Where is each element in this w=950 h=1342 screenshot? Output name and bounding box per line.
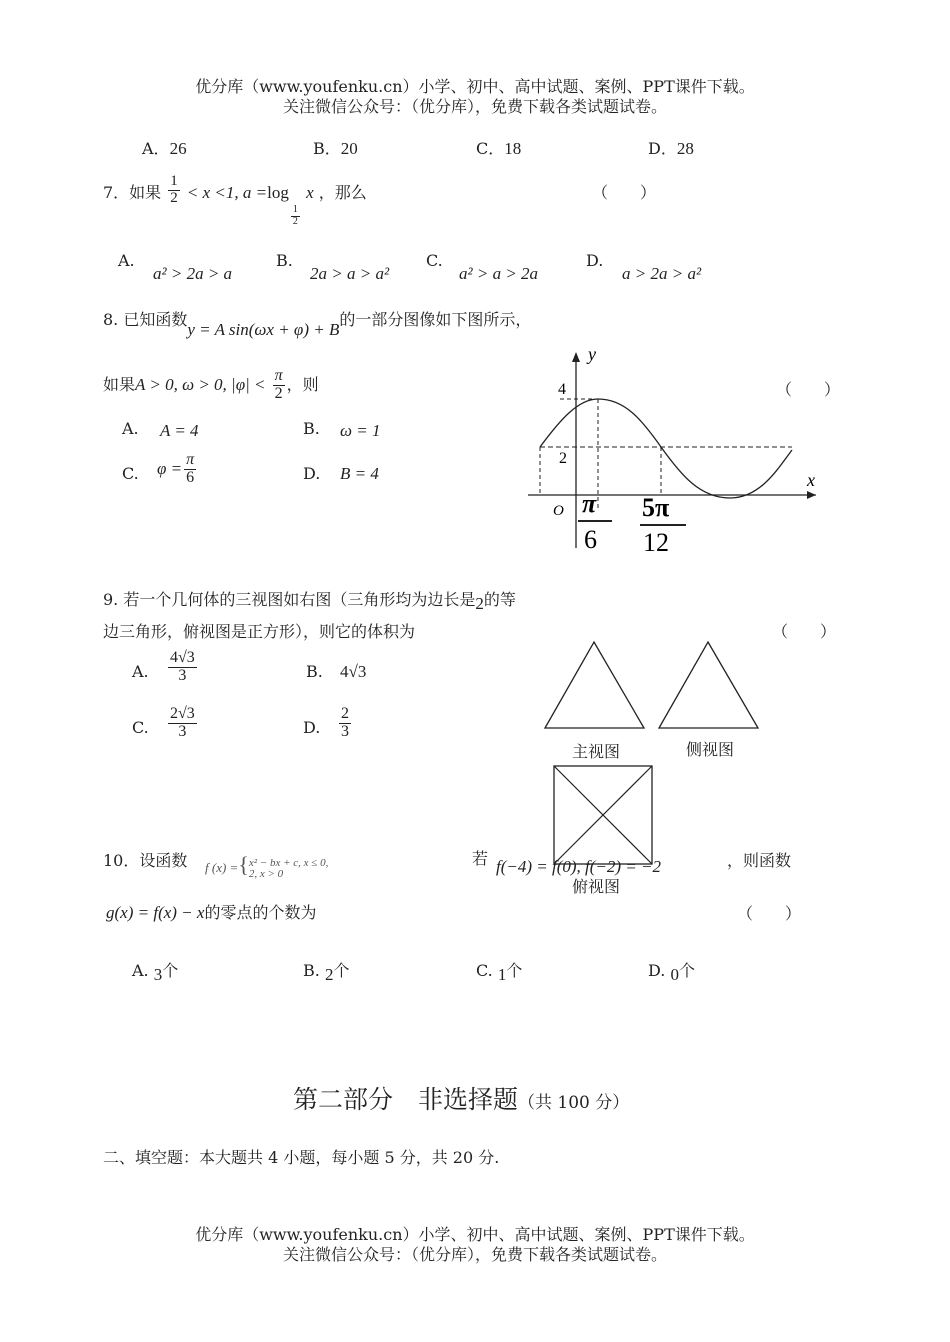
q6-option-d: D．28 — [648, 139, 694, 158]
footer-line-2: 关注微信公众号：（优分库），免费下载各类试题试卷。 — [282, 1245, 667, 1264]
q10-piecewise: f (x) ={x² − bx + c, x ≤ 0, 2, x > 0 — [205, 852, 329, 881]
q8-option-a-label: A. — [122, 419, 139, 438]
q9-answer-bracket: （ ） — [772, 622, 837, 641]
q10-stem-line-2: g(x) = f(x) − x的零点的个数为 — [106, 903, 317, 922]
q10-option-b: B. 2个 — [303, 961, 350, 984]
q10-option-c: C. 1个 — [476, 961, 523, 984]
q7-option-d: a > 2a > a² — [622, 264, 702, 283]
origin-label: O — [553, 503, 564, 519]
side-view-triangle — [659, 642, 758, 728]
q10-then: ，则函数 — [727, 851, 792, 870]
x-label: x — [807, 470, 815, 490]
q9-option-d-label: D. — [303, 718, 321, 737]
y-label: y — [588, 344, 596, 364]
q10-stem-label: 10．设函数 — [103, 851, 188, 870]
q7-option-b: 2a > a > a² — [310, 264, 390, 283]
q7-stem: 7．如果 $\frac{1}{2}$ < x <1, a =log $\frac{1}{2}$ x ，那么 — [103, 173, 367, 227]
q8-option-c: φ = $\frac{\pi}{6}$ — [157, 451, 195, 486]
q8-option-c-label: C. — [122, 464, 139, 483]
q9-option-a: $\frac{4√3}{3}$ — [170, 649, 195, 684]
q8-option-d-label: D. — [303, 464, 321, 483]
footer-line-1: 优分库（www.youfenku.cn）小学、初中、高中试题、案例、PPT课件下载。 — [195, 1225, 755, 1244]
q10-answer-bracket: （ ） — [737, 904, 802, 923]
q7-option-a: a² > 2a > a — [153, 264, 233, 283]
q10-option-d: D. 0个 — [648, 961, 695, 984]
q9-stem-line-1: 9. 若一个几何体的三视图如右图（三角形均为边长是2的等 — [103, 590, 516, 613]
q8-option-d: B = 4 — [340, 464, 379, 483]
q9-option-b-label: B. — [306, 662, 323, 681]
front-view-triangle — [545, 642, 644, 728]
q10-ruo: 若 — [472, 849, 489, 868]
tick-x1-den: 6 — [584, 525, 597, 554]
front-view-label: 主视图 — [572, 742, 621, 761]
q7-option-c: a² > a > 2a — [459, 264, 539, 283]
header-line-1: 优分库（www.youfenku.cn）小学、初中、高中试题、案例、PPT课件下载。 — [195, 77, 755, 96]
header-line-2: 关注微信公众号：（优分库），免费下载各类试题试卷。 — [282, 97, 667, 116]
q9-option-d: $\frac{2}{3}$ — [341, 705, 349, 740]
fill-in-heading: 二、填空题：本大题共 4 小题，每小题 5 分，共 20 分. — [103, 1148, 500, 1167]
part2-title: 第二部分 非选择题（共 100 分） — [293, 1085, 630, 1114]
q8-answer-bracket: （ ） — [776, 380, 841, 399]
q9-option-c: $\frac{2√3}{3}$ — [170, 705, 195, 740]
q10-condition: f(−4) = f(0), f(−2) = −2 — [496, 857, 661, 876]
q8-option-b: ω = 1 — [340, 421, 381, 440]
side-view-label: 侧视图 — [686, 740, 735, 759]
q9-stem-line-2: 边三角形，俯视图是正方形），则它的体积为 — [103, 622, 416, 641]
q8-option-a: A = 4 — [160, 421, 199, 440]
q10-option-a: A. 3个 — [132, 961, 179, 984]
q9-option-b: 4√3 — [340, 662, 367, 681]
q9-option-c-label: C. — [132, 718, 149, 737]
q8-option-b-label: B. — [303, 419, 320, 438]
q7-option-d-label: D. — [586, 251, 604, 270]
q7-answer-bracket: （ ） — [592, 183, 657, 202]
q6-option-a: A．26 — [142, 139, 187, 158]
tick-y4: 4 — [558, 381, 566, 398]
tick-x2-num: 5π — [642, 493, 670, 522]
tick-x1-num: π — [582, 489, 597, 518]
x-axis-arrow — [807, 491, 816, 499]
tick-y2: 2 — [559, 450, 567, 467]
q9-option-a-label: A. — [132, 662, 149, 681]
q7-option-c-label: C. — [426, 251, 443, 270]
q6-option-b: B．20 — [313, 139, 358, 158]
q7-option-a-label: A. — [118, 251, 135, 270]
q7-option-b-label: B. — [276, 251, 293, 270]
y-axis-arrow — [572, 352, 580, 362]
q8-stem: 8. 已知函数y = A sin(ωx + φ) + B的一部分图像如下图所示， — [103, 310, 532, 339]
q6-option-c: C．18 — [476, 139, 522, 158]
sine-curve — [540, 399, 792, 498]
q8-sine-graph — [520, 340, 830, 560]
top-view-label: 俯视图 — [572, 877, 621, 896]
q8-condition: 如果A > 0, ω > 0, |φ| < $\frac{\pi}{2}$ ，则 — [103, 367, 319, 402]
tick-x2-den: 12 — [643, 528, 669, 557]
